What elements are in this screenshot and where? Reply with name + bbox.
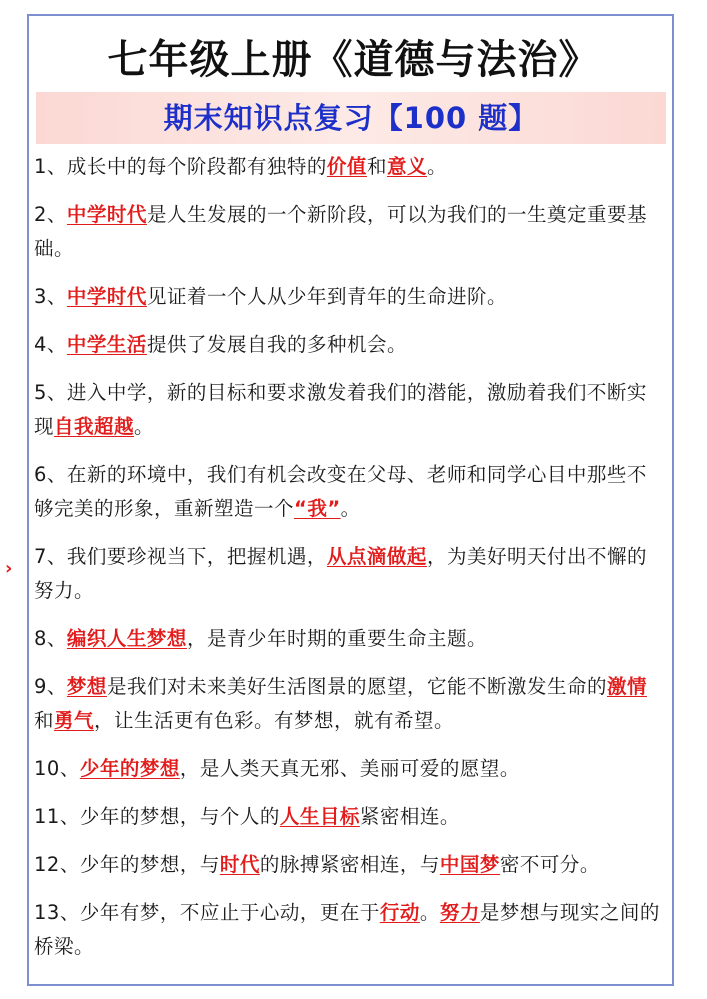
list-item — [34, 328, 666, 362]
keyword: 中国梦 — [439, 853, 500, 876]
margin-mark-icon: › — [5, 558, 13, 579]
item-text: ，是青少年时期的重要生命主题。 — [186, 627, 487, 650]
page-subtitle: 期末知识点复习【100 题】 — [163, 101, 539, 135]
keyword: 人生目标 — [279, 805, 360, 828]
item-text: 1、成长中的每个阶段都有独特的 — [34, 155, 327, 178]
item-text: 4、 — [34, 333, 67, 356]
item-text: 提供了发展自我的多种机会。 — [146, 333, 407, 356]
keyword: 勇气 — [54, 709, 95, 732]
item-text: 2、 — [34, 203, 67, 226]
keyword: 努力 — [439, 901, 480, 924]
item-text: 。 — [426, 155, 447, 178]
list-item — [34, 376, 666, 444]
item-text: 9、 — [34, 675, 67, 698]
item-text: 5、进入中学，新的目标和要求激发着我们的潜能，激励着我们不断实现 — [34, 381, 647, 438]
item-text: ，是人类天真无邪、美丽可爱的愿望。 — [179, 757, 520, 780]
keyword: 中学时代 — [66, 285, 147, 308]
list-item — [34, 752, 666, 786]
item-text: ，让生活更有色彩。有梦想，就有希望。 — [94, 709, 455, 732]
list-item — [34, 150, 666, 184]
keyword: 时代 — [219, 853, 260, 876]
list-item — [34, 896, 666, 964]
subtitle-banner — [36, 92, 666, 144]
item-text: 的脉搏紧密相连，与 — [259, 853, 440, 876]
item-text: 10、 — [34, 757, 80, 780]
keyword: 激情 — [606, 675, 647, 698]
item-text: 和 — [366, 155, 387, 178]
keyword: 梦想 — [66, 675, 107, 698]
item-text: ，为美好明天付出不懈的努力。 — [34, 545, 647, 602]
item-text: 13、少年有梦，不应止于心动，更在于 — [34, 901, 380, 924]
keyword: 从点滴做起 — [326, 545, 427, 568]
item-text: 6、在新的环境中，我们有机会改变在父母、老师和同学心目中那些不够完美的形象，重新塑造一个 — [34, 463, 647, 520]
keyword: 中学时代 — [66, 203, 147, 226]
keyword: 行动 — [379, 901, 420, 924]
item-text: 。 — [419, 901, 440, 924]
list-item — [34, 540, 666, 608]
item-text: 7、我们要珍视当下，把握机遇， — [34, 545, 327, 568]
keyword: 意义 — [386, 155, 427, 178]
page-title: 七年级上册《道德与法治》 — [107, 37, 600, 83]
item-text: 是人生发展的一个新阶段，可以为我们的一生奠定重要基础。 — [34, 203, 647, 260]
item-text: 见证着一个人从少年到青年的生命进阶。 — [146, 285, 507, 308]
item-text: 。 — [134, 415, 155, 438]
item-text: 是梦想与现实之间的桥梁。 — [34, 901, 660, 958]
keyword: “我” — [294, 497, 341, 520]
item-text: 12、少年的梦想，与 — [34, 853, 220, 876]
item-text: 和 — [34, 709, 55, 732]
list-item — [34, 848, 666, 882]
keyword: 中学生活 — [66, 333, 147, 356]
list-item — [34, 280, 666, 314]
keyword: 少年的梦想 — [79, 757, 180, 780]
keyword: 自我超越 — [54, 415, 135, 438]
item-text: 3、 — [34, 285, 67, 308]
item-text: 密不可分。 — [499, 853, 600, 876]
question-list — [34, 150, 666, 978]
item-text: 是我们对未来美好生活图景的愿望，它能不断激发生命的 — [106, 675, 607, 698]
keyword: 价值 — [326, 155, 367, 178]
keyword: 编织人生梦想 — [66, 627, 187, 650]
item-text: 11、少年的梦想，与个人的 — [34, 805, 280, 828]
list-item — [34, 670, 666, 738]
item-text: 8、 — [34, 627, 67, 650]
item-text: 。 — [340, 497, 361, 520]
item-text: 紧密相连。 — [359, 805, 460, 828]
list-item — [34, 622, 666, 656]
list-item — [34, 198, 666, 266]
list-item — [34, 800, 666, 834]
list-item — [34, 458, 666, 526]
